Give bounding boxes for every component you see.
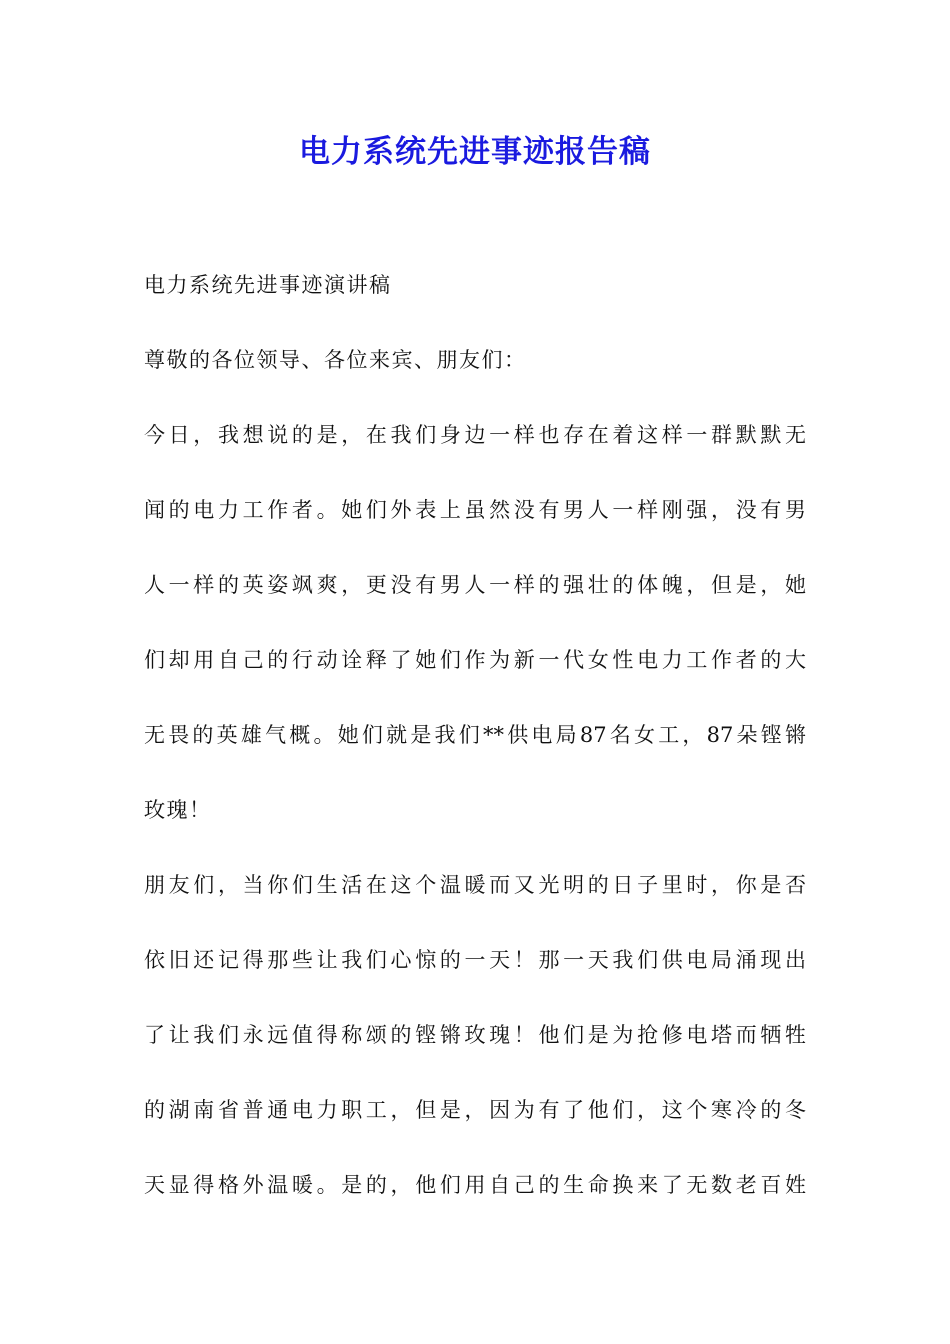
- subtitle-line: 电力系统先进事迹演讲稿: [144, 273, 392, 297]
- body-line: 们却用自己的行动诠释了她们作为新一代女性电力工作者的大: [144, 648, 806, 672]
- body-line: 人一样的英姿飒爽，更没有男人一样的强壮的体魄，但是，她: [144, 573, 806, 597]
- body-line: 玫瑰！: [144, 798, 212, 822]
- document-title: 电力系统先进事迹报告稿: [299, 134, 651, 170]
- body-line: 闻的电力工作者。她们外表上虽然没有男人一样刚强，没有男: [144, 498, 806, 522]
- salutation-line: 尊敬的各位领导、各位来宾、朋友们：: [144, 348, 527, 372]
- body-line: 了让我们永远值得称颂的铿锵玫瑰！他们是为抢修电塔而牺牲: [144, 1023, 806, 1047]
- body-line: 无畏的英雄气概。她们就是我们**供电局87名女工，87朵铿锵: [144, 723, 806, 747]
- body-line: 朋友们，当你们生活在这个温暖而又光明的日子里时，你是否: [144, 873, 806, 897]
- body-line: 依旧还记得那些让我们心惊的一天！那一天我们供电局涌现出: [144, 948, 806, 972]
- body-line: 天显得格外温暖。是的，他们用自己的生命换来了无数老百姓: [144, 1173, 806, 1197]
- body-line: 的湖南省普通电力职工，但是，因为有了他们，这个寒冷的冬: [144, 1098, 806, 1122]
- body-line: 今日，我想说的是，在我们身边一样也存在着这样一群默默无: [144, 423, 806, 447]
